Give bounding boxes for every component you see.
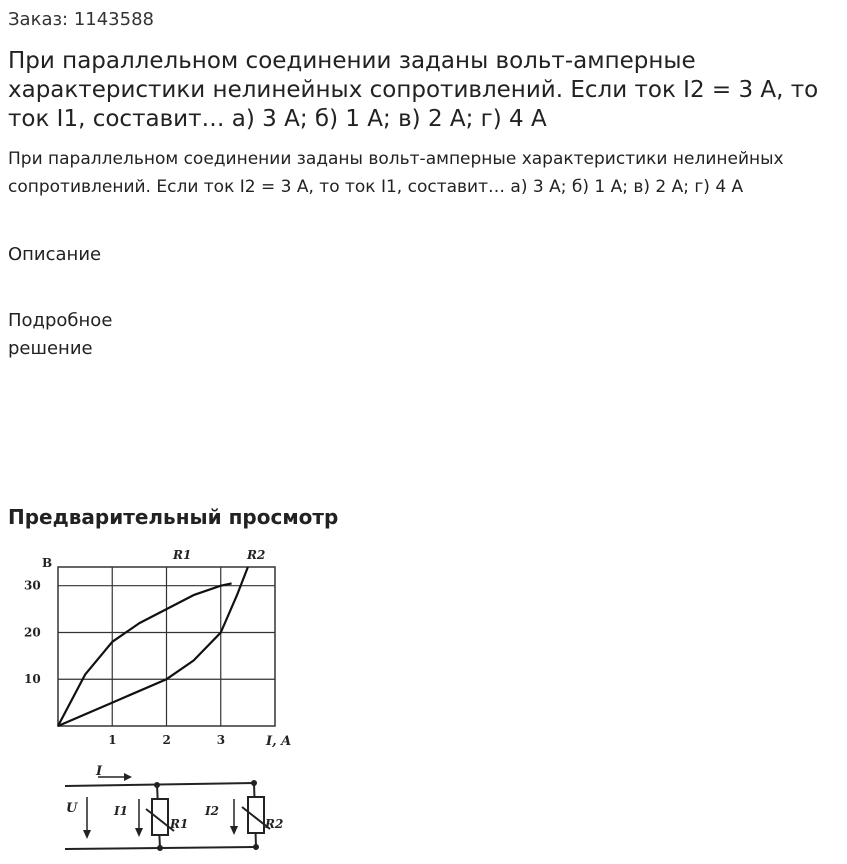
y-tick-label: 30 <box>24 578 41 593</box>
node <box>253 844 259 850</box>
series-line-r2 <box>58 567 248 726</box>
circuit-i2-label: I2 <box>205 804 219 818</box>
circuit-diagram <box>65 773 270 849</box>
x-tick-label: 3 <box>216 733 226 747</box>
order-number: Заказ: 1143588 <box>8 9 154 30</box>
node <box>157 845 163 851</box>
chart-curves <box>58 567 248 726</box>
i2-arrow-head <box>230 826 238 835</box>
top-wire <box>65 783 255 786</box>
chart-ticks <box>24 579 225 747</box>
y-tick-label: 20 <box>24 625 41 640</box>
task-description: При параллельном соединении заданы вольт-амперные характеристики нелинейных сопротивлений. Если ток I2 = 3 А, то ток I1, составит… а) 3 А; б) 1 А; в) 2 А; г) 4 А <box>8 149 784 197</box>
preview-figure <box>20 545 310 860</box>
node <box>251 780 257 786</box>
circuit-r2-label: R2 <box>265 817 284 831</box>
r2-curve-label: R2 <box>247 548 266 562</box>
r2-resistor <box>248 797 264 833</box>
x-tick-label: 1 <box>108 733 117 747</box>
circuit-current-label: I <box>96 764 103 779</box>
y-axis-label: B <box>42 556 53 570</box>
node <box>154 782 160 788</box>
current-arrow-head <box>124 773 132 781</box>
voltage-arrow-head <box>83 830 91 839</box>
r1-curve-label: R1 <box>173 548 192 562</box>
i1-arrow-head <box>135 828 143 837</box>
x-axis-label: I, A <box>266 734 292 749</box>
preview-heading: Предварительный просмотр <box>8 505 339 529</box>
page-title: При параллельном соединении заданы вольт-амперные характеристики нелинейных сопротивлений. Если ток I2 = 3 А, то ток I1, составит… а) 3 А; б) 1 А; в) 2 А; г) 4 А <box>8 48 819 132</box>
series-line-r1 <box>58 583 232 726</box>
r1-resistor <box>152 799 168 835</box>
solution-label: Подробное решение <box>8 310 113 359</box>
x-tick-label: 2 <box>162 733 171 747</box>
circuit-voltage-label: U <box>66 801 78 816</box>
chart-grid <box>58 567 275 726</box>
volt-ampere-chart <box>20 545 310 860</box>
y-tick-label: 10 <box>24 672 41 687</box>
description-label: Описание <box>8 244 102 265</box>
circuit-i1-label: I1 <box>114 804 128 818</box>
circuit-r1-label: R1 <box>170 817 189 831</box>
